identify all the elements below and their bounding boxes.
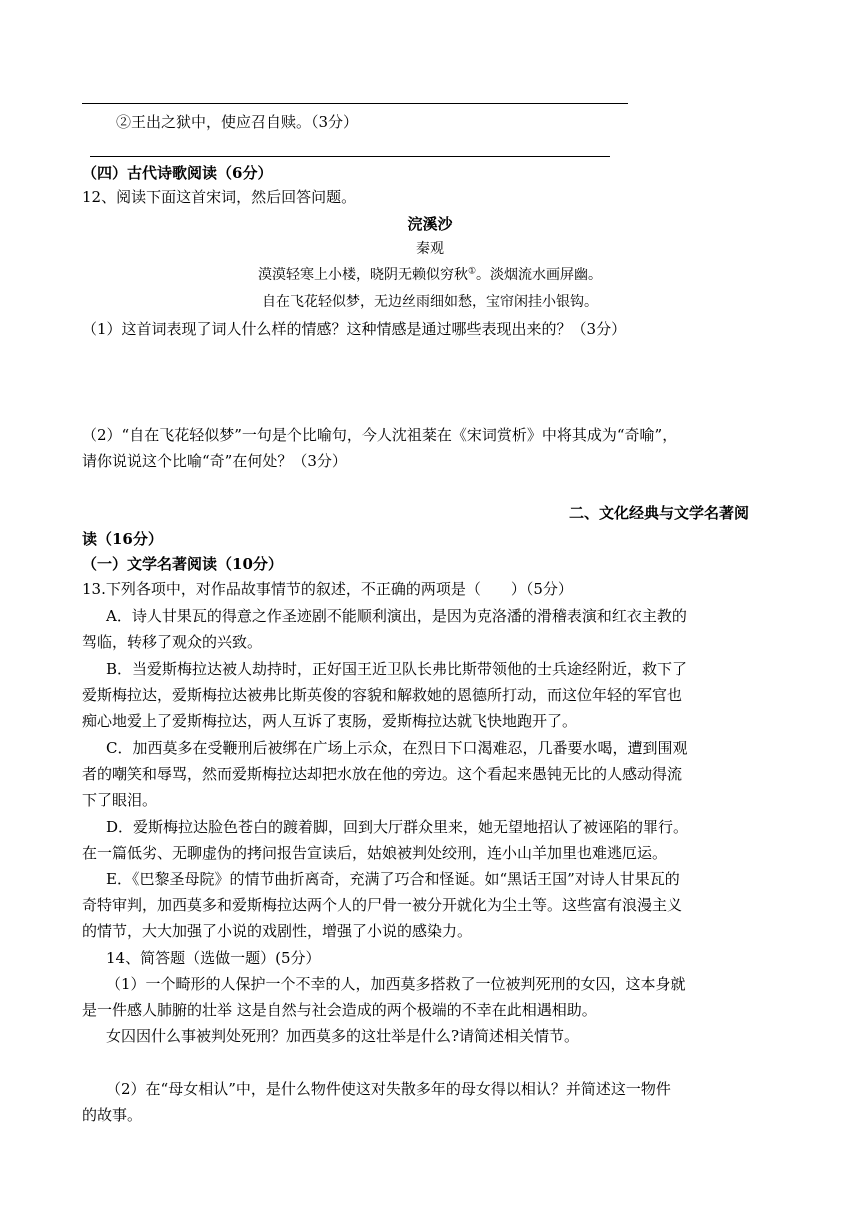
q13-option-b-cont: 爱斯梅拉达，爱斯梅拉达被弗比斯英俊的容貌和解救她的恩德所打动，而这位年轻的军官也 [82,686,683,704]
q14-sub-2-line-2: 的故事。 [82,1106,143,1124]
part-2-heading: 二、文化经典与文学名著阅 [569,504,750,522]
poem-line-1-b: 。淡烟流水画屏幽。 [476,267,603,283]
q13-option-d: D．爱斯梅拉达脸色苍白的踱着脚，回到大厅群众里来，她无望地招认了被诬陷的罪行。 [106,818,689,836]
q13-option-c-cont: 者的嘲笑和辱骂，然而爱斯梅拉达却把水放在他的旁边。这个看起来愚钝无比的人感动得流 [82,765,683,783]
poem-line-2: 自在飞花轻似梦，无边丝雨细如愁，宝帘闲挂小银钩。 [262,294,598,310]
q13-option-c: C．加西莫多在受鞭刑后被绑在广场上示众，在烈日下口渴难忍，几番要水喝，遭到围观 [106,739,688,757]
q13-option-e-cont: 奇特审判，加西莫多和爱斯梅拉达两个人的尸骨一被分开就化为尘土等。这些富有浪漫主义 [82,896,683,914]
answer-line [82,103,628,104]
q12-prompt: 12、阅读下面这首宋词，然后回答问题。 [82,188,357,206]
q13-option-b: B．当爱斯梅拉达被人劫持时，正好国王近卫队长弗比斯带领他的士兵途经附近，救下了 [106,660,688,678]
poem-line-1-a: 漠漠轻寒上小楼，晓阴无赖似穷秋 [257,267,468,283]
q13-option-e: E．《巴黎圣母院》的情节曲折离奇，充满了巧合和怪诞。如“黑话王国”对诗人甘果瓦的 [106,870,680,888]
q14-sub-2-line-1: （2）在“母女相认”中，是什么物件使这对失散多年的母女得以相认？并简述这一物件 [106,1080,671,1098]
q13-option-d-cont: 在一篇低劣、无聊虚伪的拷问报告宣读后，姑娘被判处绞刑，连小山羊加里也难逃厄运。 [82,844,668,862]
q13-option-a: A．诗人甘果瓦的得意之作圣迹剧不能顺利演出，是因为克洛潘的滑稽表演和红衣主教的 [106,607,687,625]
poem-author: 秦观 [416,241,444,257]
part-2-heading-continued: 读（16分） [82,530,163,548]
subsection-heading-classics: （一）文学名著阅读（10分） [82,555,283,573]
q14-prompt: 14、简答题（选做一题）(5分） [106,949,321,967]
q12-sub-2-line-2: 请你说说这个比喻“奇”在何处？（3分） [82,452,347,470]
q13-option-b-cont: 痴心地爱上了爱斯梅拉达，两人互诉了衷肠，爱斯梅拉达就飞快地跑开了。 [82,712,578,730]
q11-item-2: ②王出之狱中，使应召自赎。（3分） [116,113,359,131]
q13-option-c-cont: 下了眼泪。 [82,791,158,809]
answer-line [90,156,610,157]
section-heading-poetry: （四）古代诗歌阅读（6分） [82,164,273,182]
q14-sub-1-line-3: 女囚因什么事被判处死刑？加西莫多的这壮举是什么?请简述相关情节。 [106,1027,580,1045]
q13-prompt: 13.下列各项中，对作品故事情节的叙述，不正确的两项是（ ）（5分） [82,580,573,598]
poem-line-1 [0,264,860,286]
footnote-marker: ① [467,266,477,277]
q12-sub-1: （1）这首词表现了词人什么样的情感？这种情感是通过哪些表现出来的？（3分） [82,320,627,338]
q13-option-e-cont: 的情节，大大加强了小说的戏剧性，增强了小说的感染力。 [82,922,473,940]
q14-sub-1-line-2: 是一件感人肺腑的壮举 这是自然与社会造成的两个极端的不幸在此相遇相助。 [82,1001,597,1019]
q14-sub-1-line-1: （1）一个畸形的人保护一个不幸的人，加西莫多搭救了一位被判死刑的女囚，这本身就 [106,975,686,993]
q13-option-a-cont: 驾临，转移了观众的兴致。 [82,633,263,651]
q12-sub-2-line-1: （2）“自在飞花轻似梦”一句是个比喻句，今人沈祖棻在《宋词赏析》中将其成为“奇喻”， [82,426,678,444]
poem-title: 浣溪沙 [407,215,453,233]
